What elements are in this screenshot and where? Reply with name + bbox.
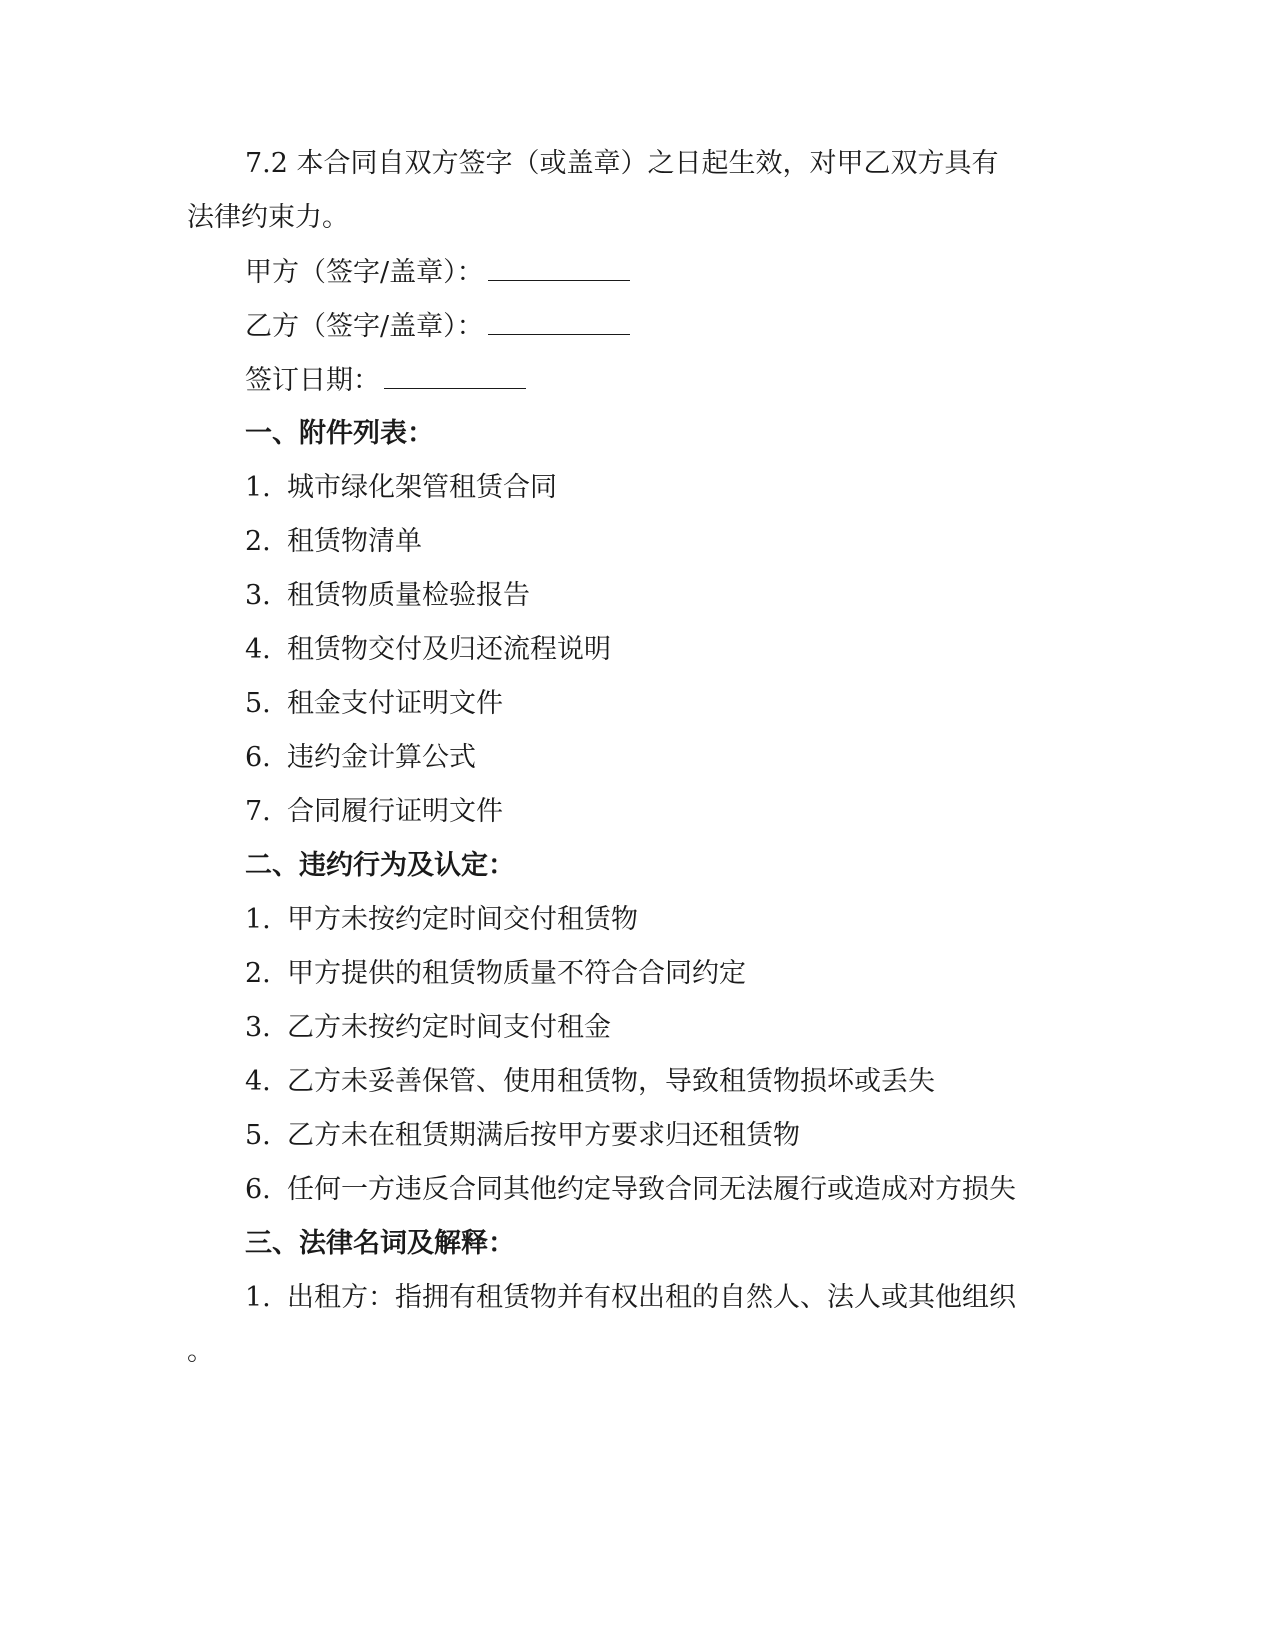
list-item: 7. 合同履行证明文件 <box>245 796 503 827</box>
party-b-signature <box>245 310 630 343</box>
list-item: 4. 租赁物交付及归还流程说明 <box>245 634 611 665</box>
list-item: 1. 出租方：指拥有租赁物并有权出租的自然人、法人或其他组织 <box>245 1282 1016 1313</box>
list-item: 6. 任何一方违反合同其他约定导致合同无法履行或造成对方损失 <box>245 1174 1016 1205</box>
list-item: 6. 违约金计算公式 <box>245 742 476 773</box>
clause-7-2-line1: 7.2 本合同自双方签字（或盖章）之日起生效，对甲乙双方具有 <box>245 148 999 179</box>
party-a-blank <box>488 256 630 281</box>
section3-tail: 。 <box>187 1336 214 1367</box>
party-b-blank <box>488 310 630 335</box>
signing-date-label: 签订日期： <box>245 365 380 396</box>
list-item: 5. 乙方未在租赁期满后按甲方要求归还租赁物 <box>245 1120 800 1151</box>
signing-date <box>245 364 526 397</box>
party-b-label: 乙方（签字/盖章）： <box>245 311 484 342</box>
list-item: 3. 租赁物质量检验报告 <box>245 580 530 611</box>
section2-title: 二、违约行为及认定： <box>245 850 515 881</box>
list-item: 3. 乙方未按约定时间支付租金 <box>245 1012 611 1043</box>
list-item: 5. 租金支付证明文件 <box>245 688 503 719</box>
list-item: 2. 甲方提供的租赁物质量不符合合同约定 <box>245 958 746 989</box>
section1-title: 一、附件列表： <box>245 418 434 449</box>
list-item: 2. 租赁物清单 <box>245 526 422 557</box>
section3-title: 三、法律名词及解释： <box>245 1228 515 1259</box>
signing-date-blank <box>384 364 526 389</box>
list-item: 4. 乙方未妥善保管、使用租赁物，导致租赁物损坏或丢失 <box>245 1066 935 1097</box>
list-item: 1. 城市绿化架管租赁合同 <box>245 472 557 503</box>
party-a-signature <box>245 256 630 289</box>
party-a-label: 甲方（签字/盖章）： <box>245 257 484 288</box>
clause-7-2-line2: 法律约束力。 <box>187 202 349 233</box>
list-item: 1. 甲方未按约定时间交付租赁物 <box>245 904 638 935</box>
